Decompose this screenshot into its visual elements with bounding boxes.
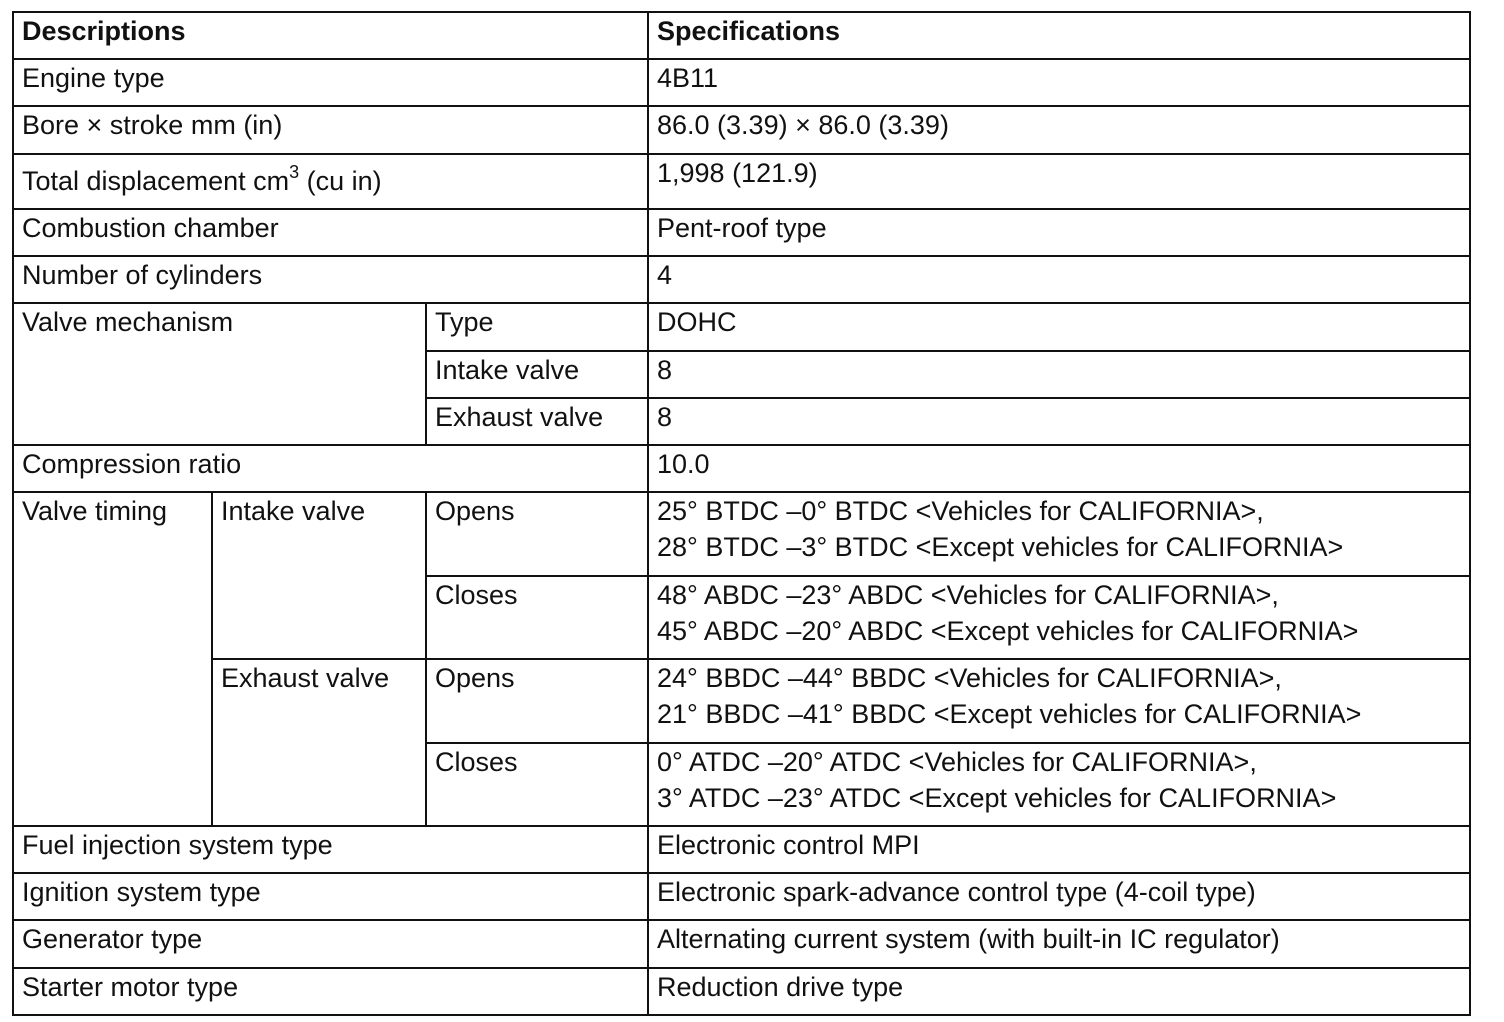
valve-mechanism-exhaust-value: 8 [648,398,1470,445]
intake-closes-line-2: 45° ABDC –20° ABDC <Except vehicles for CALIFORNIA> [657,615,1359,646]
ignition-value: Electronic spark-advance control type (4-coil type) [648,873,1470,920]
fuel-injection-value: Electronic control MPI [648,826,1470,873]
valve-mechanism-intake-value: 8 [648,351,1470,398]
exhaust-opens-value [648,659,1470,742]
intake-closes-value [648,576,1470,659]
exhaust-opens-line-1: 24° BBDC –44° BBDC <Vehicles for CALIFORNIA>, [657,663,1282,694]
exhaust-closes-line-1: 0° ATDC –20° ATDC <Vehicles for CALIFORNIA>, [657,746,1257,777]
valve-mechanism-intake-label: Intake valve [426,351,648,398]
row-cylinders [13,256,1470,303]
valve-timing-exhaust-label: Exhaust valve [212,659,426,826]
compression-ratio-value: 10.0 [648,445,1470,492]
exhaust-closes-line-2: 3° ATDC –23° ATDC <Except vehicles for CALIFORNIA> [657,782,1337,813]
descriptions-header: Descriptions [13,12,648,59]
displacement-value: 1,998 (121.9) [648,154,1470,209]
intake-opens-line-2: 28° BTDC –3° BTDC <Except vehicles for CALIFORNIA> [657,532,1344,563]
cylinders-value: 4 [648,256,1470,303]
intake-opens-value [648,492,1470,575]
bore-stroke-label: Bore × stroke mm (in) [13,106,648,153]
ignition-label: Ignition system type [13,873,648,920]
valve-timing-intake-label: Intake valve [212,492,426,659]
row-combustion-chamber [13,209,1470,256]
valve-mechanism-type-value: DOHC [648,303,1470,350]
intake-opens-label: Opens [426,492,648,575]
generator-label: Generator type [13,920,648,967]
displacement-label-text: Total displacement cm [22,165,290,196]
fuel-injection-label: Fuel injection system type [13,826,648,873]
row-ignition [13,873,1470,920]
combustion-chamber-value: Pent-roof type [648,209,1470,256]
valve-mechanism-exhaust-label: Exhaust valve [426,398,648,445]
engine-type-value: 4B11 [648,59,1470,106]
row-engine-type [13,59,1470,106]
exhaust-closes-label: Closes [426,743,648,826]
row-fuel-injection [13,826,1470,873]
exhaust-closes-value [648,743,1470,826]
intake-closes-label: Closes [426,576,648,659]
exhaust-opens-label: Opens [426,659,648,742]
row-starter [13,968,1470,1015]
valve-mechanism-type-label: Type [426,303,648,350]
engine-type-label: Engine type [13,59,648,106]
row-valve-timing-exhaust-opens [13,659,1470,742]
starter-value: Reduction drive type [648,968,1470,1015]
cylinders-label: Number of cylinders [13,256,648,303]
row-displacement [13,154,1470,209]
exhaust-opens-line-2: 21° BBDC –41° BBDC <Except vehicles for CALIFORNIA> [657,699,1362,730]
intake-closes-line-1: 48° ABDC –23° ABDC <Vehicles for CALIFORNIA>, [657,579,1279,610]
specifications-header: Specifications [648,12,1470,59]
valve-timing-label: Valve timing [13,492,212,826]
engine-spec-table [12,11,1471,1016]
row-valve-mechanism-type [13,303,1470,350]
compression-ratio-label: Compression ratio [13,445,648,492]
valve-mechanism-label: Valve mechanism [13,303,426,445]
displacement-label [13,154,648,209]
row-compression-ratio [13,445,1470,492]
starter-label: Starter motor type [13,968,648,1015]
combustion-chamber-label: Combustion chamber [13,209,648,256]
row-bore-stroke [13,106,1470,153]
header-row [13,12,1470,59]
displacement-unit-superscript: 3 [289,161,300,182]
row-valve-timing-intake-opens [13,492,1470,575]
generator-value: Alternating current system (with built-in IC regulator) [648,920,1470,967]
bore-stroke-value: 86.0 (3.39) × 86.0 (3.39) [648,106,1470,153]
row-generator [13,920,1470,967]
intake-opens-line-1: 25° BTDC –0° BTDC <Vehicles for CALIFORNIA>, [657,496,1264,527]
displacement-label-tail: (cu in) [299,165,382,196]
